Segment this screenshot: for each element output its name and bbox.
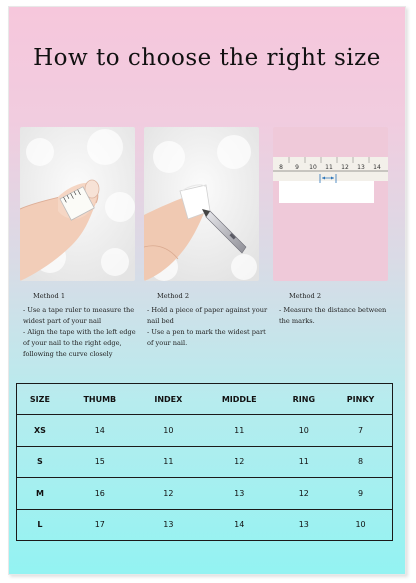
- table-row: [17, 415, 393, 446]
- method-line: the marks.: [279, 317, 315, 325]
- table-cell: 8: [329, 446, 392, 477]
- table-header-cell: THUMB: [83, 394, 117, 404]
- photo-paper-pen-marking: [144, 127, 259, 281]
- table-cell: 11: [137, 446, 200, 477]
- table-cell: 17: [63, 509, 137, 540]
- table-cell: 11: [200, 415, 279, 446]
- table-header-row: [17, 384, 393, 415]
- photo-tape-ruler-thumb: [20, 127, 135, 281]
- table-cell: 14: [200, 509, 279, 540]
- sizing-guide-card: [8, 6, 406, 575]
- method-line: - Measure the distance between: [279, 306, 387, 314]
- method-2-instructions: [147, 291, 271, 349]
- table-cell: 13: [137, 509, 200, 540]
- method-line: nail bed: [147, 317, 174, 325]
- table-cell: 12: [137, 478, 200, 509]
- table-row: [17, 509, 393, 540]
- ruler-number: 9: [295, 164, 299, 171]
- size-label: L: [17, 509, 63, 540]
- method-1-instructions: [23, 291, 147, 360]
- method-title: Method 1: [33, 292, 66, 300]
- table-cell: 10: [329, 509, 392, 540]
- ruler-number: 12: [341, 164, 349, 171]
- table-cell: 14: [63, 415, 137, 446]
- method-line: following the curve closely: [23, 350, 113, 358]
- table-header-cell: PINKY: [346, 394, 375, 404]
- photo-ruler-measure-marks: [273, 127, 388, 281]
- size-label: XS: [17, 415, 63, 446]
- table-cell: 11: [279, 446, 330, 477]
- size-label: S: [17, 446, 63, 477]
- method-title: Method 2: [157, 292, 190, 300]
- ruler-number: 14: [373, 164, 381, 171]
- table-cell: 12: [200, 446, 279, 477]
- method-3-instructions: [279, 291, 403, 327]
- method-line: of your nail.: [147, 339, 188, 347]
- table-row: [17, 446, 393, 477]
- table-cell: 13: [200, 478, 279, 509]
- size-chart-table: [16, 383, 393, 541]
- method-line: of your nail to the right edge,: [23, 339, 122, 347]
- table-cell: 10: [137, 415, 200, 446]
- table-cell: 10: [279, 415, 330, 446]
- table-header-cell: RING: [292, 394, 316, 404]
- method-line: - Align the tape with the left edge: [23, 328, 136, 336]
- table-row: [17, 478, 393, 509]
- table-cell: 13: [279, 509, 330, 540]
- table-cell: 9: [329, 478, 392, 509]
- table-header-cell: INDEX: [154, 394, 183, 404]
- method-line: widest part of your nail: [23, 317, 102, 325]
- ruler-number: 10: [309, 164, 317, 171]
- method-line: - Hold a piece of paper against your: [147, 306, 268, 314]
- page-title: How to choose the right size: [33, 45, 381, 71]
- table-cell: 15: [63, 446, 137, 477]
- table-cell: 16: [63, 478, 137, 509]
- ruler-number: 11: [325, 164, 333, 171]
- method-line: - Use a tape ruler to measure the: [23, 306, 135, 314]
- method-line: - Use a pen to mark the widest part: [147, 328, 266, 336]
- table-header-cell: SIZE: [29, 394, 50, 404]
- ruler-number: 8: [279, 164, 283, 171]
- size-label: M: [17, 478, 63, 509]
- method-title: Method 2: [289, 292, 322, 300]
- ruler-number: 13: [357, 164, 365, 171]
- table-cell: 12: [279, 478, 330, 509]
- table-header-cell: MIDDLE: [221, 394, 257, 404]
- table-cell: 7: [329, 415, 392, 446]
